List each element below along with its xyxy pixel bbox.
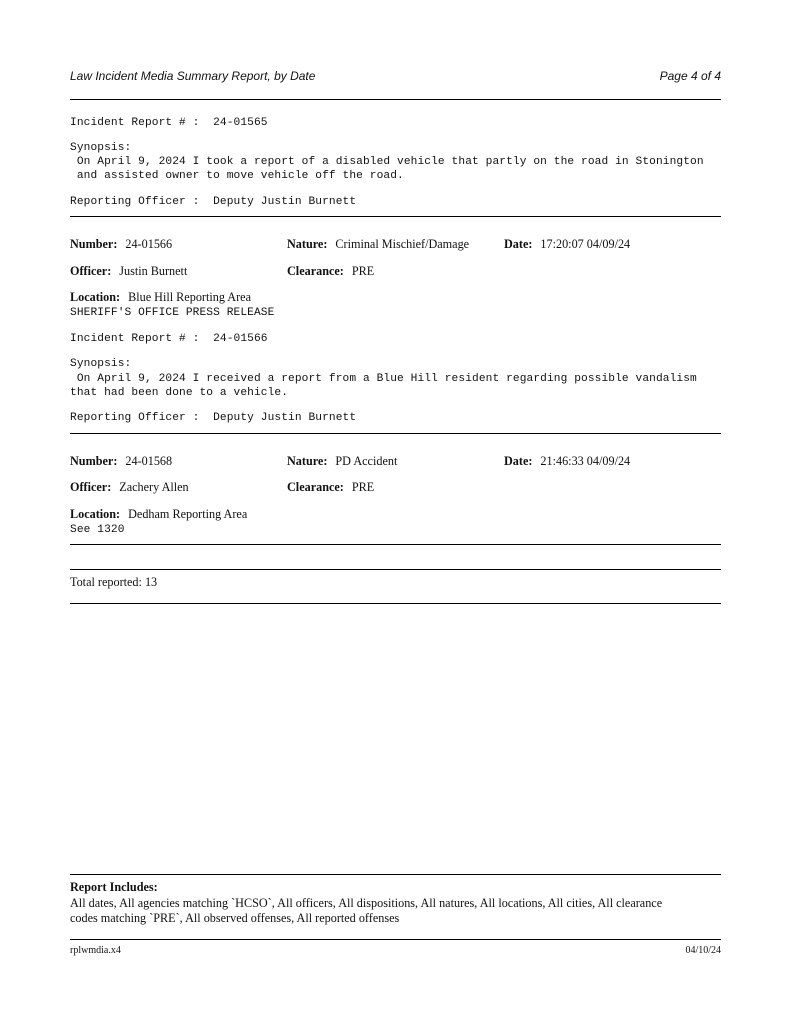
total-bottom-rule [70, 603, 721, 604]
record-divider [70, 433, 721, 434]
record-officer: Officer: Justin Burnett [70, 264, 188, 278]
incident-report-line: Incident Report # : 24-01565 [70, 117, 268, 129]
record-number: Number: 24-01568 [70, 454, 173, 468]
record-nature: Nature: Criminal Mischief/Damage [287, 237, 470, 251]
incident-report-line: Incident Report # : 24-01566 [70, 333, 268, 345]
footer-date: 04/10/24 [685, 945, 721, 956]
record-number: Number: 24-01566 [70, 237, 173, 251]
press-release-label: SHERIFF'S OFFICE PRESS RELEASE [70, 307, 275, 319]
synopsis-label: Synopsis: [70, 142, 132, 154]
record-date: Date: 17:20:07 04/09/24 [504, 237, 631, 251]
report-includes-label: Report Includes: [70, 880, 158, 894]
synopsis-text-line: that had been done to a vehicle. [70, 387, 289, 399]
record-location: Location: Blue Hill Reporting Area [70, 290, 251, 304]
synopsis-text-line: On April 9, 2024 I received a report from a Blue Hill resident regarding possible vandalism [70, 373, 697, 385]
includes-rule [70, 874, 721, 875]
report-title: Law Incident Media Summary Report, by Date [70, 69, 316, 83]
total-top-rule [70, 569, 721, 570]
header-rule [70, 99, 721, 100]
reporting-officer-line: Reporting Officer : Deputy Justin Burnett [70, 196, 357, 208]
synopsis-label: Synopsis: [70, 358, 132, 370]
record-note: See 1320 [70, 524, 125, 536]
report-includes-text: codes matching `PRE`, All observed offenses, All reported offenses [70, 911, 400, 925]
record-nature: Nature: PD Accident [287, 454, 398, 468]
record-clearance: Clearance: PRE [287, 264, 375, 278]
footer-rule [70, 939, 721, 940]
reporting-officer-line: Reporting Officer : Deputy Justin Burnett [70, 412, 357, 424]
record-clearance: Clearance: PRE [287, 480, 375, 494]
record-divider [70, 544, 721, 545]
report-includes-text: All dates, All agencies matching `HCSO`, All officers, All dispositions, All natures, All locations, All cities, All clearance [70, 896, 663, 910]
record-divider [70, 216, 721, 217]
record-location: Location: Dedham Reporting Area [70, 507, 248, 521]
record-officer: Officer: Zachery Allen [70, 480, 189, 494]
footer-filename: rplwmdia.x4 [70, 945, 121, 956]
synopsis-text-line: On April 9, 2024 I took a report of a disabled vehicle that partly on the road in Stonington [70, 156, 704, 168]
page-number: Page 4 of 4 [659, 69, 721, 83]
record-date: Date: 21:46:33 04/09/24 [504, 454, 631, 468]
total-reported: Total reported: 13 [70, 575, 158, 589]
synopsis-text-line: and assisted owner to move vehicle off the road. [70, 170, 404, 182]
